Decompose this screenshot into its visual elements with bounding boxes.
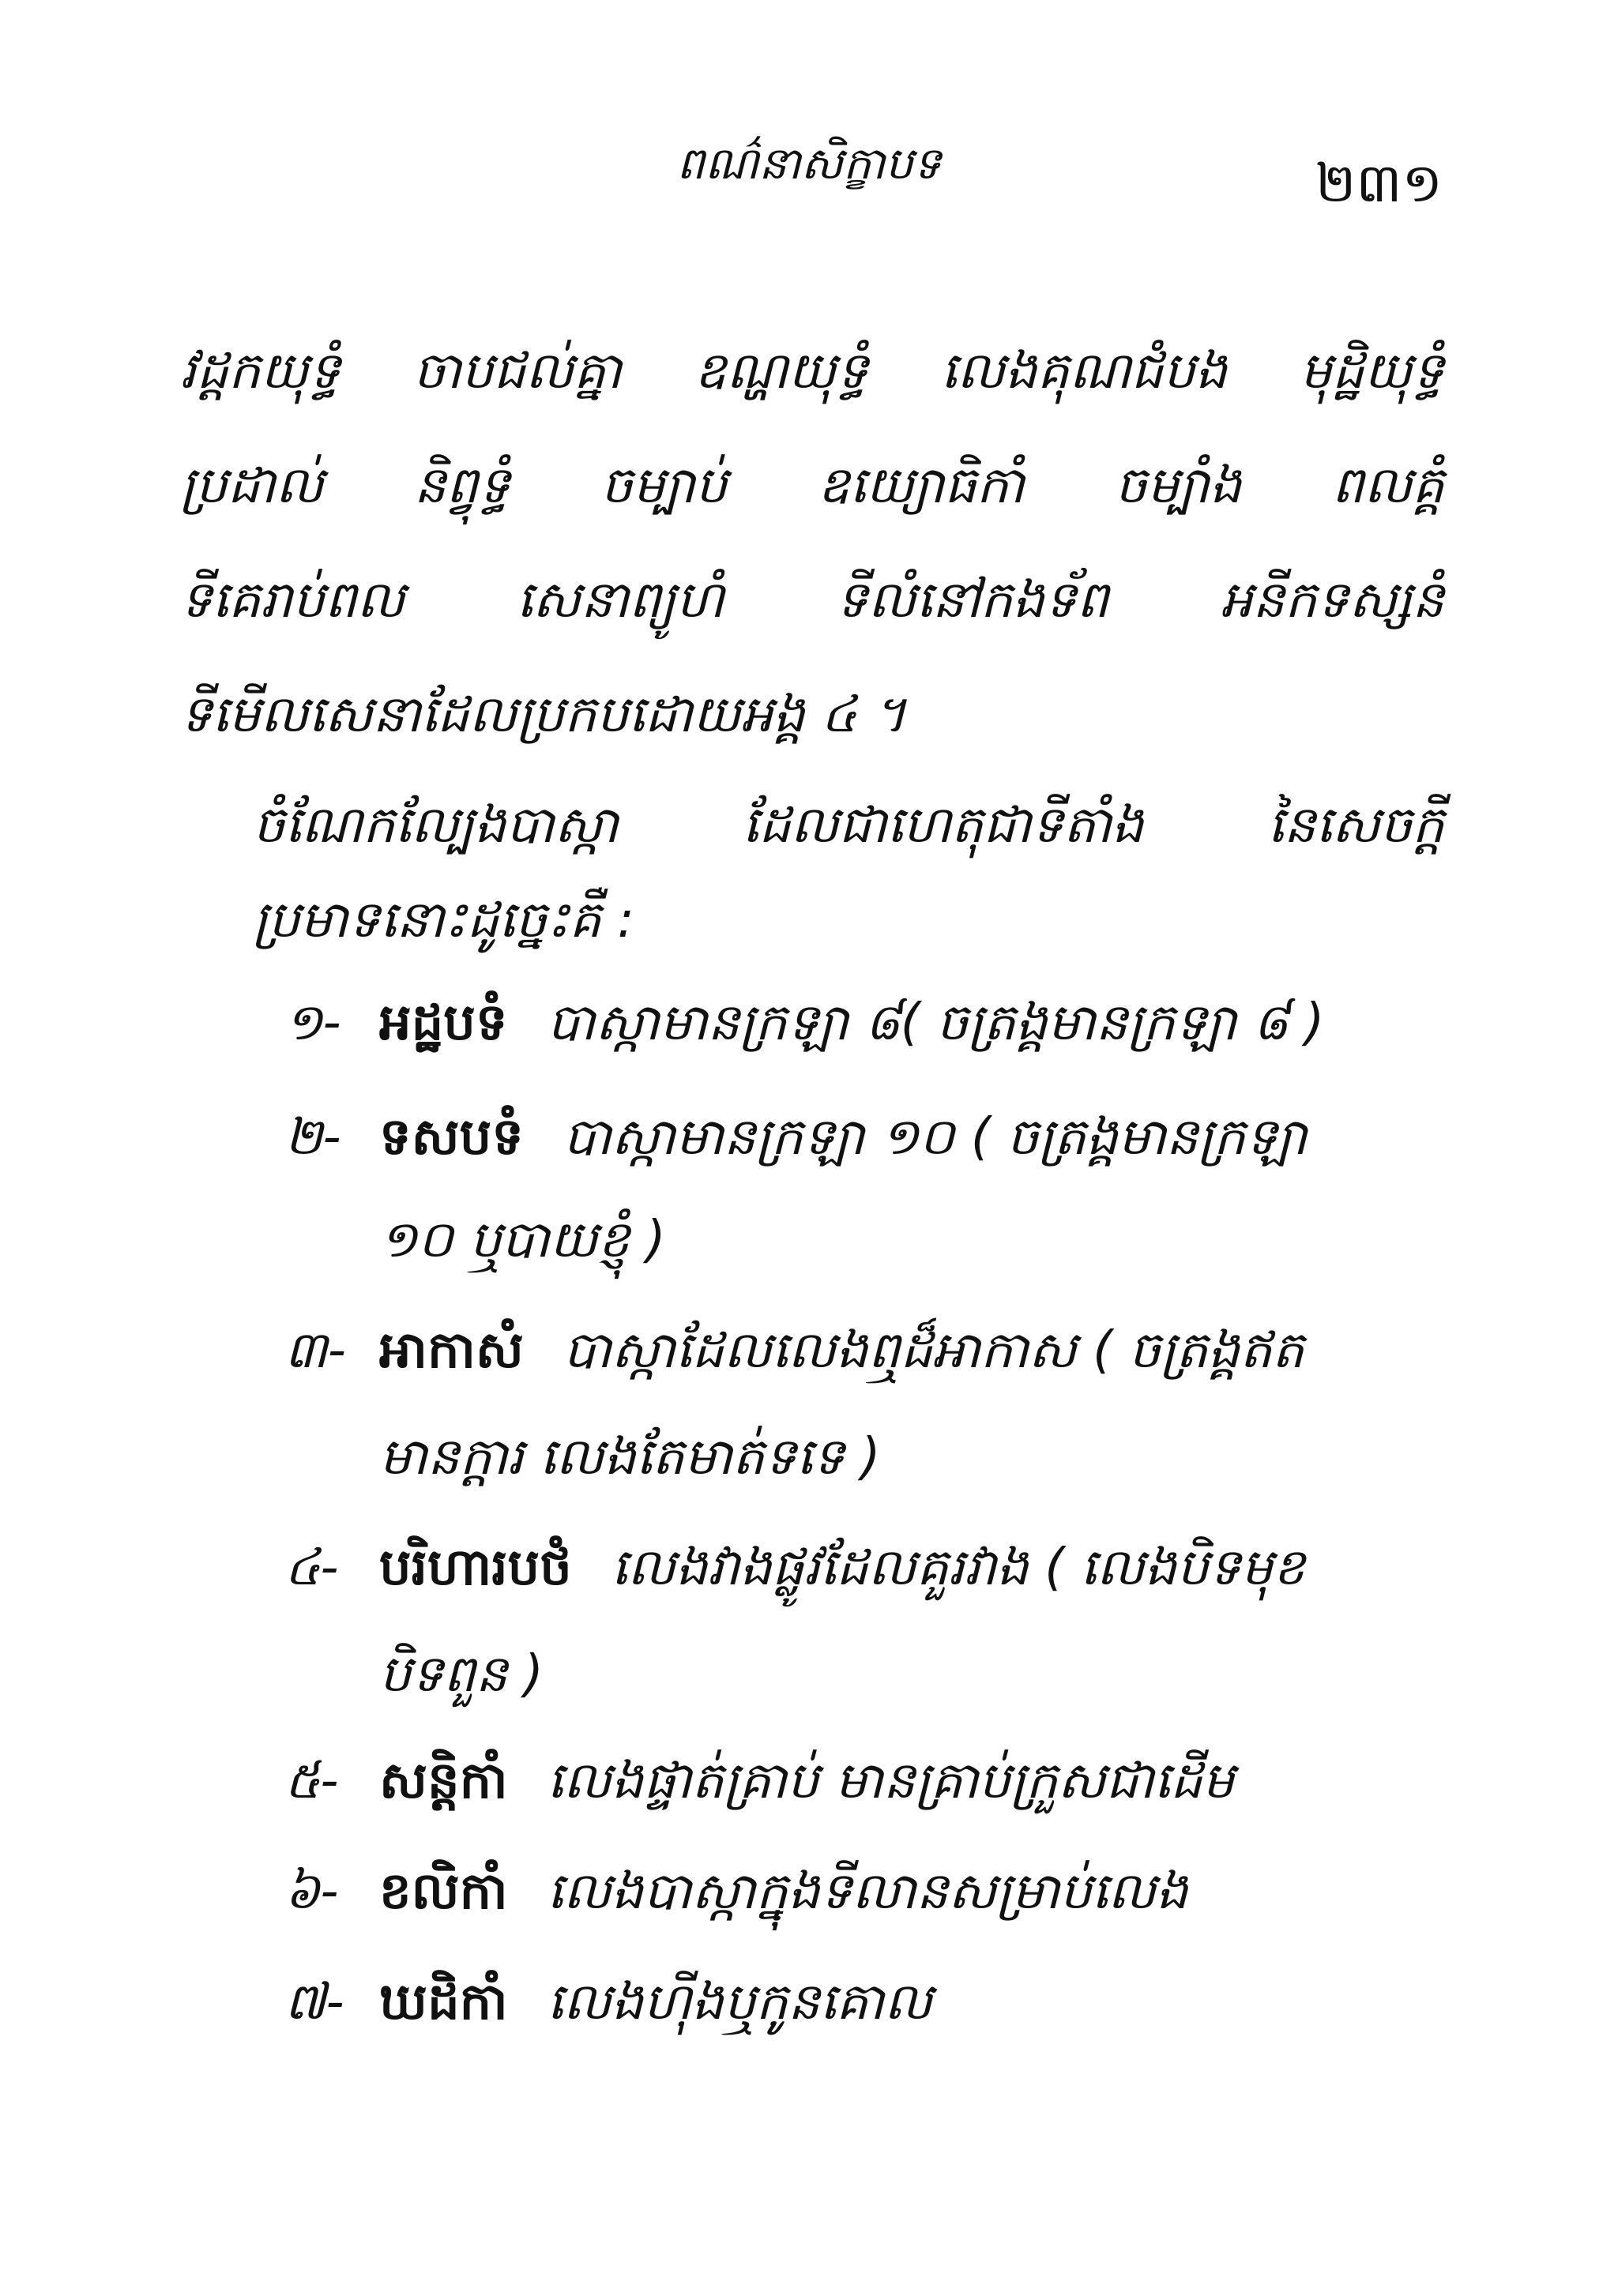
item-number: ៤-: [284, 1539, 339, 1597]
paragraph2-line2: ប្រមាទនោះដូច្នេះគឺ :: [253, 891, 634, 949]
page-number: ២៣១: [1315, 152, 1443, 215]
item-term: ឃដិកាំ: [379, 1973, 508, 2031]
item-number: ១-: [284, 994, 341, 1052]
paragraph1-line3: [180, 557, 1444, 644]
word: ដែលជាហេតុជាទីតាំង: [742, 796, 1144, 855]
word: ប្រដាល់: [180, 457, 324, 515]
running-header-title: ពណ៌នាសិក្ខាបទ: [676, 138, 942, 190]
item-term: បរិហារបថំ: [379, 1539, 572, 1597]
item-term: អដ្ឋបទំ: [379, 994, 508, 1052]
word: នៃសេចក្តី: [1267, 796, 1444, 855]
item-continuation: មានក្តារ លេងតែមាត់ទទេ ): [379, 1428, 881, 1486]
list-item: [284, 1848, 1454, 1935]
list-item: [284, 1959, 1454, 2046]
item-term: ទសបទំ: [379, 1108, 524, 1167]
word: ទីលំនៅកងទ័ព: [836, 571, 1109, 629]
list-item: [284, 1094, 1454, 1181]
word: ទីគេរាប់ពល: [180, 571, 405, 629]
item-number: ៣-: [284, 1321, 346, 1380]
item-continuation: បិទពួន ): [379, 1645, 544, 1704]
item-continuation: ១០ ឬបាយខ្ញុំ ): [379, 1211, 666, 1269]
item-term: អាកាសំ: [379, 1321, 524, 1380]
word: វដ្តកយុទ្ធំ: [180, 342, 341, 400]
paragraph1-line4: ទីមើលសេនាដែលប្រកបដោយអង្គ ៤ ។: [180, 686, 907, 744]
list-item: [284, 1738, 1454, 1824]
list-item: [284, 1307, 1454, 1394]
word: និព្វុទ្ធំ: [413, 457, 510, 515]
paragraph2-line1: [253, 782, 1444, 869]
item-number: ២-: [284, 1108, 341, 1167]
word: អនីកទស្សនំ: [1220, 571, 1444, 629]
item-description: លេងហ៊ីងឬកូនគោល: [547, 1973, 932, 2031]
word: សេនាព្យូហំ: [516, 571, 724, 629]
word: ឧយ្យោធិកាំ: [817, 457, 1025, 515]
paragraph1-line1: [180, 328, 1444, 415]
item-number: ៥-: [284, 1752, 339, 1810]
list-item: [284, 979, 1454, 1066]
item-term: ខលិកាំ: [379, 1862, 508, 1921]
item-description: លេងវាងផ្លូវដែលគួរវាង ( លេងបិទមុខ: [611, 1539, 1305, 1597]
word: មុដ្ឋិយុទ្ធំ: [1300, 342, 1444, 400]
item-description: បាស្កាដែលលេងឮដ៏អាកាស ( ចត្រង្គឥត: [563, 1321, 1304, 1380]
item-description: បាស្កាមានក្រឡា ១០ ( ចត្រង្គមានក្រឡា: [563, 1108, 1308, 1167]
word: លេងគុណជំបង: [940, 342, 1228, 400]
list-item: [284, 1524, 1454, 1611]
word: ពលគ្គំ: [1331, 457, 1444, 515]
word: ចំណែកល្បែងបាស្កា: [253, 796, 619, 855]
word: ចាបជល់គ្នា: [412, 342, 622, 400]
item-description: លេងបាស្កាក្នុងទីលានសម្រាប់លេង: [547, 1862, 1188, 1921]
word: ចម្បាំង: [1115, 457, 1242, 515]
item-number: ៦-: [284, 1862, 339, 1921]
item-number: ៧-: [284, 1973, 344, 2031]
word: ឧណ្ហយុទ្ធំ: [694, 342, 869, 400]
word: ចម្បាប់: [600, 457, 728, 515]
paragraph1-line2: [180, 442, 1444, 529]
item-description: បាស្កាមានក្រឡា ៨( ចត្រង្គមានក្រឡា ៨ ): [547, 994, 1325, 1052]
item-term: សន្តិកាំ: [379, 1752, 508, 1810]
item-description: លេងផ្ទាត់គ្រាប់ មានគ្រាប់ក្រួសជាដើម: [547, 1752, 1235, 1810]
